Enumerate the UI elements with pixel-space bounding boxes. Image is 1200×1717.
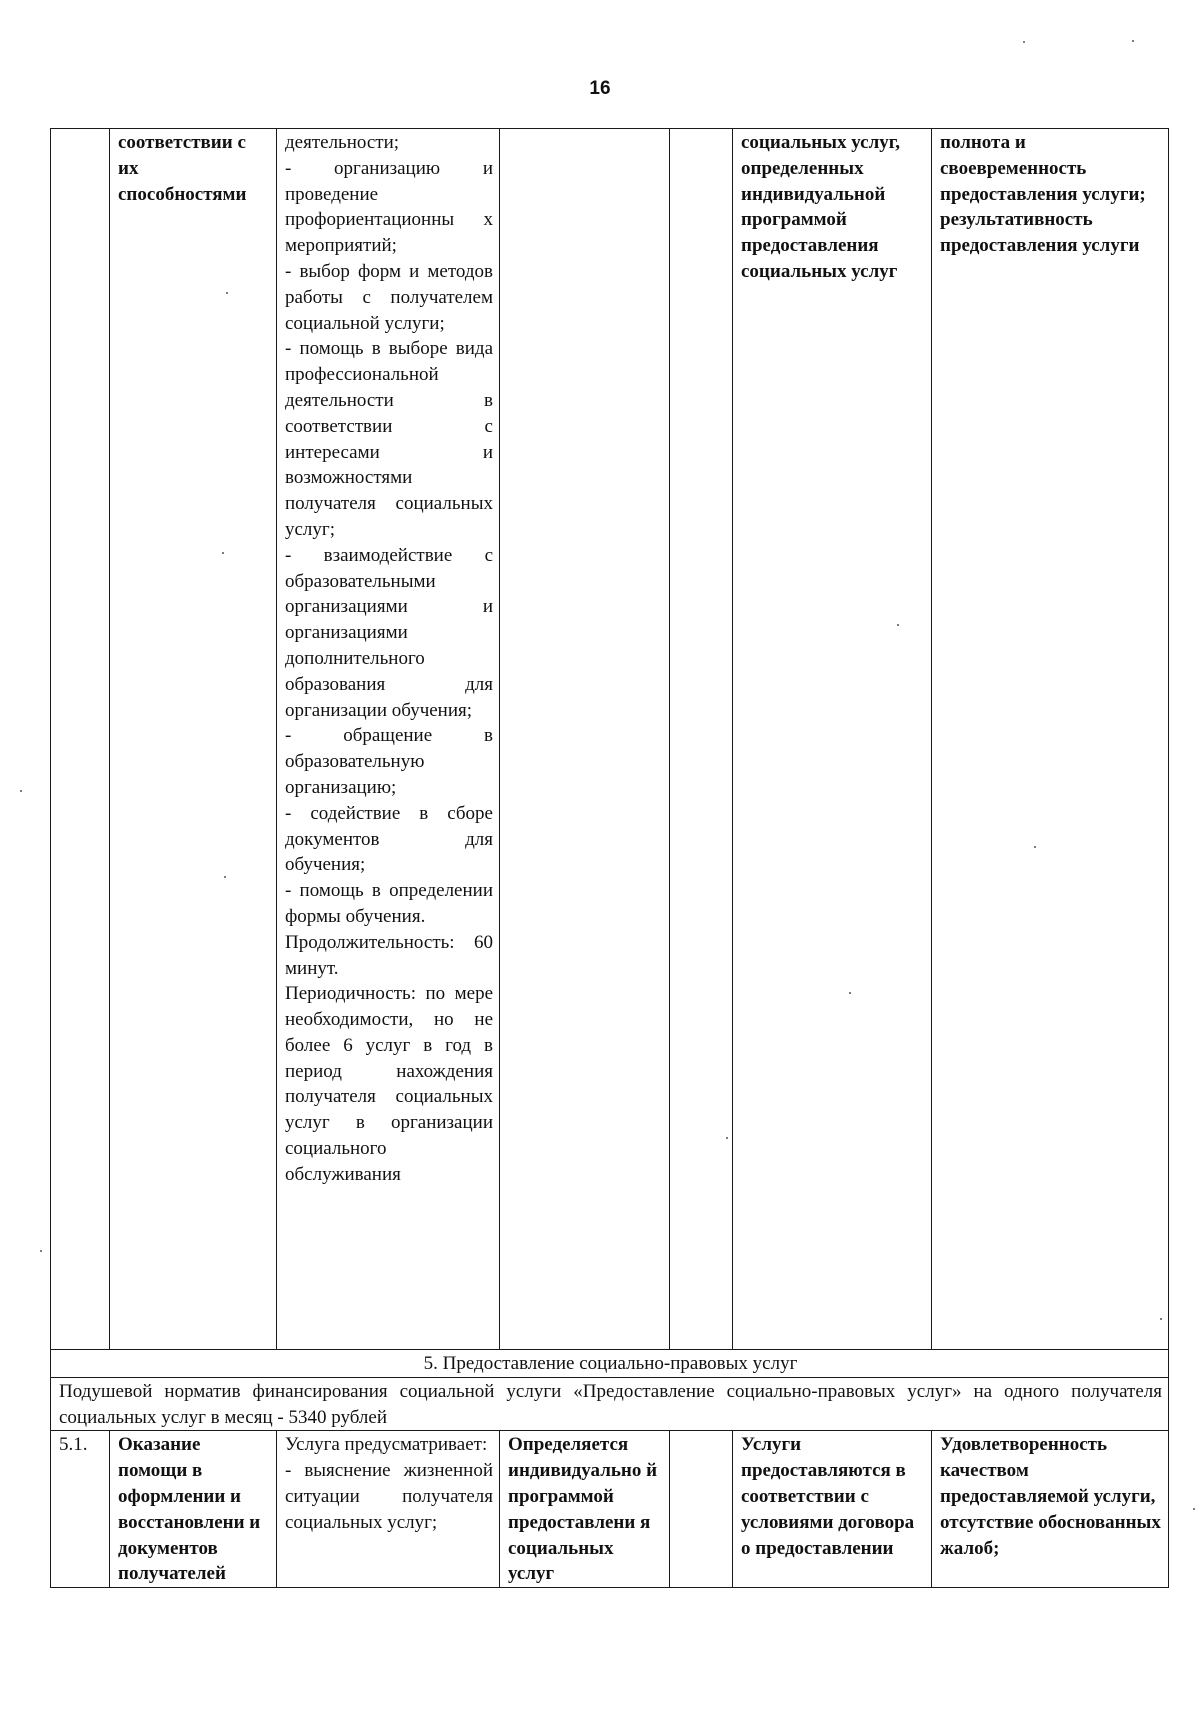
funding-text: Подушевой норматив финансирования социальной услуги «Предоставление социально-правовых услуг» на одного получателя социальных услуг в месяц - 5340 рублей <box>51 1377 1169 1431</box>
row1-volume-cell <box>500 129 670 1350</box>
row3-quality-cell: Удовлетворенность качеством предоставляемой услуги, отсутствие обоснованных жалоб; <box>932 1431 1169 1588</box>
funding-row <box>51 1377 1169 1431</box>
scan-speck <box>20 790 22 792</box>
scan-speck <box>222 552 224 554</box>
row3-description-cell: Услуга предусматривает: - выяснение жизненной ситуации получателя социальных услуг; <box>277 1431 500 1588</box>
row3-service-name-cell: Оказание помощи в оформлении и восстановлени и документов получателей <box>110 1431 277 1588</box>
scan-speck <box>40 1250 42 1252</box>
table-row-continued <box>51 129 1169 1350</box>
section-title-row <box>51 1350 1169 1378</box>
scan-speck <box>1132 40 1134 42</box>
row3-term-cell <box>670 1431 733 1588</box>
row1-description-cell: деятельности; - организацию и проведение профориентационны х мероприятий; - выбор форм и методов работы с получателем социальной услуги; - помощь в выборе вида профессиональной деятельности в соответствии с интересами и возможностями получателя социальных услуг; - взаимодействие с образовательными организациями и организациями дополнительного образования для организации обучения; - обращение в образовательную организацию; - содействие в сборе документов для обучения; - помощь в определении формы обучения. Продолжительность: 60 минут. Периодичность: по мере необходимости, но не более 6 услуг в год в период нахождения получателя социальных услуг в организации социального обслуживания <box>277 129 500 1350</box>
row1-number-cell <box>51 129 110 1350</box>
services-table <box>50 128 1169 1588</box>
scan-speck <box>1160 1318 1162 1320</box>
scan-speck <box>1034 846 1036 848</box>
scan-speck <box>224 876 226 878</box>
scan-speck <box>726 1137 728 1139</box>
row3-number-cell: 5.1. <box>51 1431 110 1588</box>
section-title: 5. Предоставление социально-правовых услуг <box>51 1350 1169 1378</box>
row1-conditions-cell: социальных услуг, определенных индивидуальной программой предоставления социальных услуг <box>733 129 932 1350</box>
scan-speck <box>1193 1508 1195 1510</box>
page-number: 16 <box>589 78 611 99</box>
row1-term-cell <box>670 129 733 1350</box>
row3-conditions-cell: Услуги предоставляются в соответствии с условиями договора о предоставлении <box>733 1431 932 1588</box>
scan-speck <box>897 624 899 626</box>
row3-volume-cell: Определяется индивидуально й программой предоставлени я социальных услуг <box>500 1431 670 1588</box>
scan-speck <box>226 292 228 294</box>
row1-service-name-cell: соответствии с их способностями <box>110 129 277 1350</box>
table-row-5-1 <box>51 1431 1169 1588</box>
scan-speck <box>1023 41 1025 43</box>
row1-quality-cell: полнота и своевременность предоставления услуги; результативность предоставления услуги <box>932 129 1169 1350</box>
scan-speck <box>849 992 851 994</box>
